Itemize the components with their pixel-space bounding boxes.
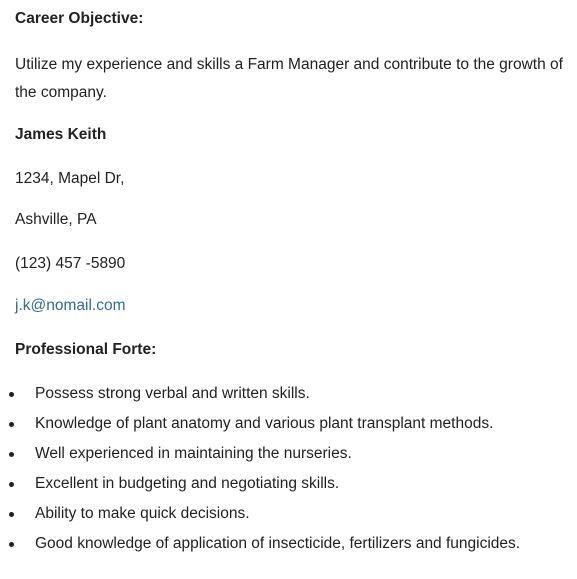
list-item-text: Ability to make quick decisions.	[35, 505, 250, 522]
list-item	[15, 379, 575, 409]
list-item-text: Well experienced in maintaining the nurseries.	[35, 445, 352, 462]
list-item-text: Excellent in budgeting and negotiating skills.	[35, 475, 340, 492]
phone-number: (123) 457 -5890	[15, 255, 126, 272]
list-item	[15, 409, 575, 439]
candidate-name: James Keith	[15, 126, 107, 143]
bullet-icon	[9, 392, 14, 397]
list-item	[15, 529, 575, 559]
professional-forte-heading: Professional Forte:	[15, 341, 157, 358]
bullet-icon	[9, 542, 14, 547]
list-item-text: Knowledge of plant anatomy and various plant transplant methods.	[35, 415, 494, 432]
bullet-icon	[9, 512, 14, 517]
career-objective-heading: Career Objective:	[15, 10, 144, 27]
list-item-text: Possess strong verbal and written skills.	[35, 385, 310, 402]
address-line-2: Ashville, PA	[15, 211, 97, 228]
bullet-icon	[9, 422, 14, 427]
professional-forte-list	[15, 379, 575, 559]
bullet-icon	[9, 452, 14, 457]
career-objective-text: Utilize my experience and skills a Farm Manager and contribute to the growth of the company.	[15, 56, 563, 101]
bullet-icon	[9, 482, 14, 487]
address-line-1: 1234, Mapel Dr,	[15, 170, 125, 187]
list-item	[15, 439, 575, 469]
list-item	[15, 499, 575, 529]
list-item-text: Good knowledge of application of insecticide, fertilizers and fungicides.	[35, 535, 521, 552]
list-item	[15, 469, 575, 499]
email-link[interactable]: j.k@nomail.com	[15, 297, 126, 314]
